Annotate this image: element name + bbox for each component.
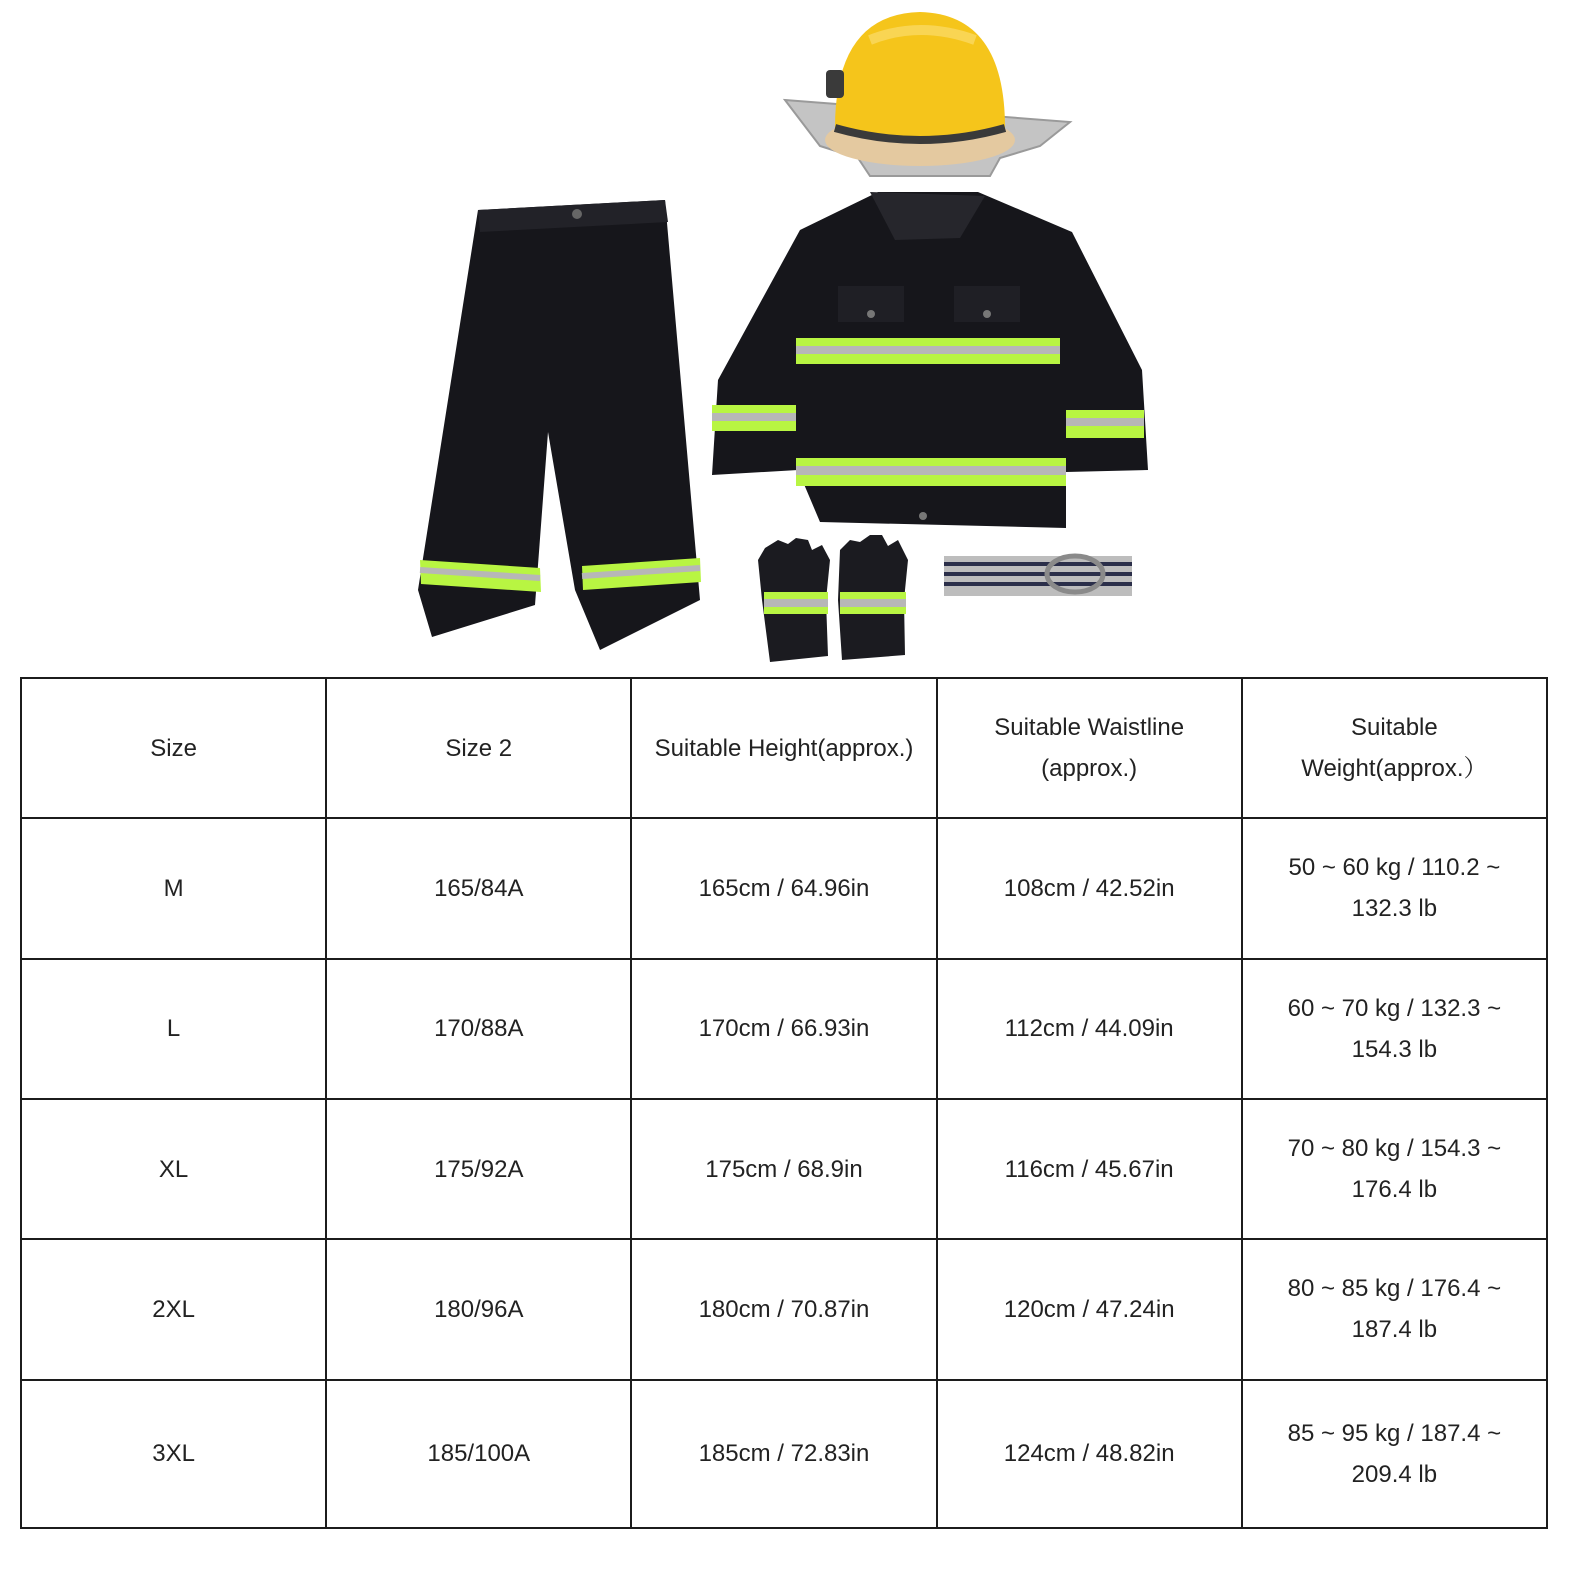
cell-value: 2XL xyxy=(152,1295,195,1323)
cell-value: 60 ~ 70 kg / 132.3 ~ 154.3 lb xyxy=(1287,994,1502,1063)
cell-value: 180/96A xyxy=(434,1295,524,1323)
jacket-icon xyxy=(712,192,1148,528)
cell-waistline xyxy=(937,959,1242,1099)
pants-icon xyxy=(418,200,701,650)
cell-waistline xyxy=(937,1099,1242,1239)
cell-value: 112cm / 44.09in xyxy=(1004,1015,1174,1043)
cell-size xyxy=(21,818,326,958)
header-label: Suitable Waistline (approx.) xyxy=(994,714,1185,783)
cell-weight xyxy=(1242,959,1547,1099)
header-label: Suitable Weight(approx.） xyxy=(1301,714,1488,783)
cell-height xyxy=(631,1099,936,1239)
cell-value: 3XL xyxy=(152,1440,195,1468)
table-row xyxy=(21,818,1547,958)
cell-value: 120cm / 47.24in xyxy=(1003,1295,1175,1323)
cell-height xyxy=(631,818,936,958)
cell-size xyxy=(21,1380,326,1528)
cell-value: 85 ~ 95 kg / 187.4 ~ 209.4 lb xyxy=(1287,1419,1502,1488)
table-row xyxy=(21,959,1547,1099)
table-row xyxy=(21,1099,1547,1239)
cell-value: 50 ~ 60 kg / 110.2 ~ 132.3 lb xyxy=(1288,854,1501,923)
cell-value: M xyxy=(163,874,184,902)
header-waistline xyxy=(937,678,1242,818)
cell-value: 108cm / 42.52in xyxy=(1003,874,1175,902)
gloves-icon xyxy=(758,535,908,662)
cell-size xyxy=(21,1099,326,1239)
cell-size-2 xyxy=(326,1099,631,1239)
cell-size-2 xyxy=(326,1380,631,1528)
cell-value: 175cm / 68.9in xyxy=(705,1155,863,1183)
header-label: Size 2 xyxy=(445,734,513,762)
cell-height xyxy=(631,1380,936,1528)
cell-weight xyxy=(1242,1380,1547,1528)
cell-value: 124cm / 48.82in xyxy=(1003,1440,1175,1468)
cell-weight xyxy=(1242,1099,1547,1239)
cell-value: 185cm / 72.83in xyxy=(698,1440,870,1468)
firefighter-suit-product-image xyxy=(0,0,1569,672)
cell-value: 80 ~ 85 kg / 176.4 ~ 187.4 lb xyxy=(1287,1275,1502,1344)
cell-value: 165cm / 64.96in xyxy=(698,874,870,902)
table-row xyxy=(21,1239,1547,1379)
cell-size xyxy=(21,1239,326,1379)
cell-size-2 xyxy=(326,959,631,1099)
header-size xyxy=(21,678,326,818)
cell-waistline xyxy=(937,818,1242,958)
cell-size-2 xyxy=(326,818,631,958)
cell-value: 170/88A xyxy=(434,1015,524,1043)
cell-value: XL xyxy=(158,1155,189,1183)
cell-height xyxy=(631,1239,936,1379)
cell-value: 170cm / 66.93in xyxy=(698,1015,870,1043)
header-weight xyxy=(1242,678,1547,818)
cell-value: 165/84A xyxy=(434,874,524,902)
header-size-2 xyxy=(326,678,631,818)
cell-height xyxy=(631,959,936,1099)
cell-value: 175/92A xyxy=(434,1155,524,1183)
header-height xyxy=(631,678,936,818)
helmet-icon xyxy=(785,12,1070,176)
cell-weight xyxy=(1242,1239,1547,1379)
table-row xyxy=(21,1380,1547,1528)
cell-value: L xyxy=(166,1015,181,1043)
cell-waistline xyxy=(937,1380,1242,1528)
table-header-row xyxy=(21,678,1547,818)
cell-value: 185/100A xyxy=(427,1440,531,1468)
cell-waistline xyxy=(937,1239,1242,1379)
cell-weight xyxy=(1242,818,1547,958)
cell-size-2 xyxy=(326,1239,631,1379)
belt-icon xyxy=(944,556,1132,596)
header-label: Size xyxy=(150,734,197,762)
cell-value: 70 ~ 80 kg / 154.3 ~ 176.4 lb xyxy=(1287,1135,1502,1204)
size-chart-table xyxy=(20,677,1548,1529)
header-label: Suitable Height(approx.) xyxy=(654,734,914,762)
cell-value: 180cm / 70.87in xyxy=(698,1295,870,1323)
cell-value: 116cm / 45.67in xyxy=(1004,1155,1174,1183)
cell-size xyxy=(21,959,326,1099)
